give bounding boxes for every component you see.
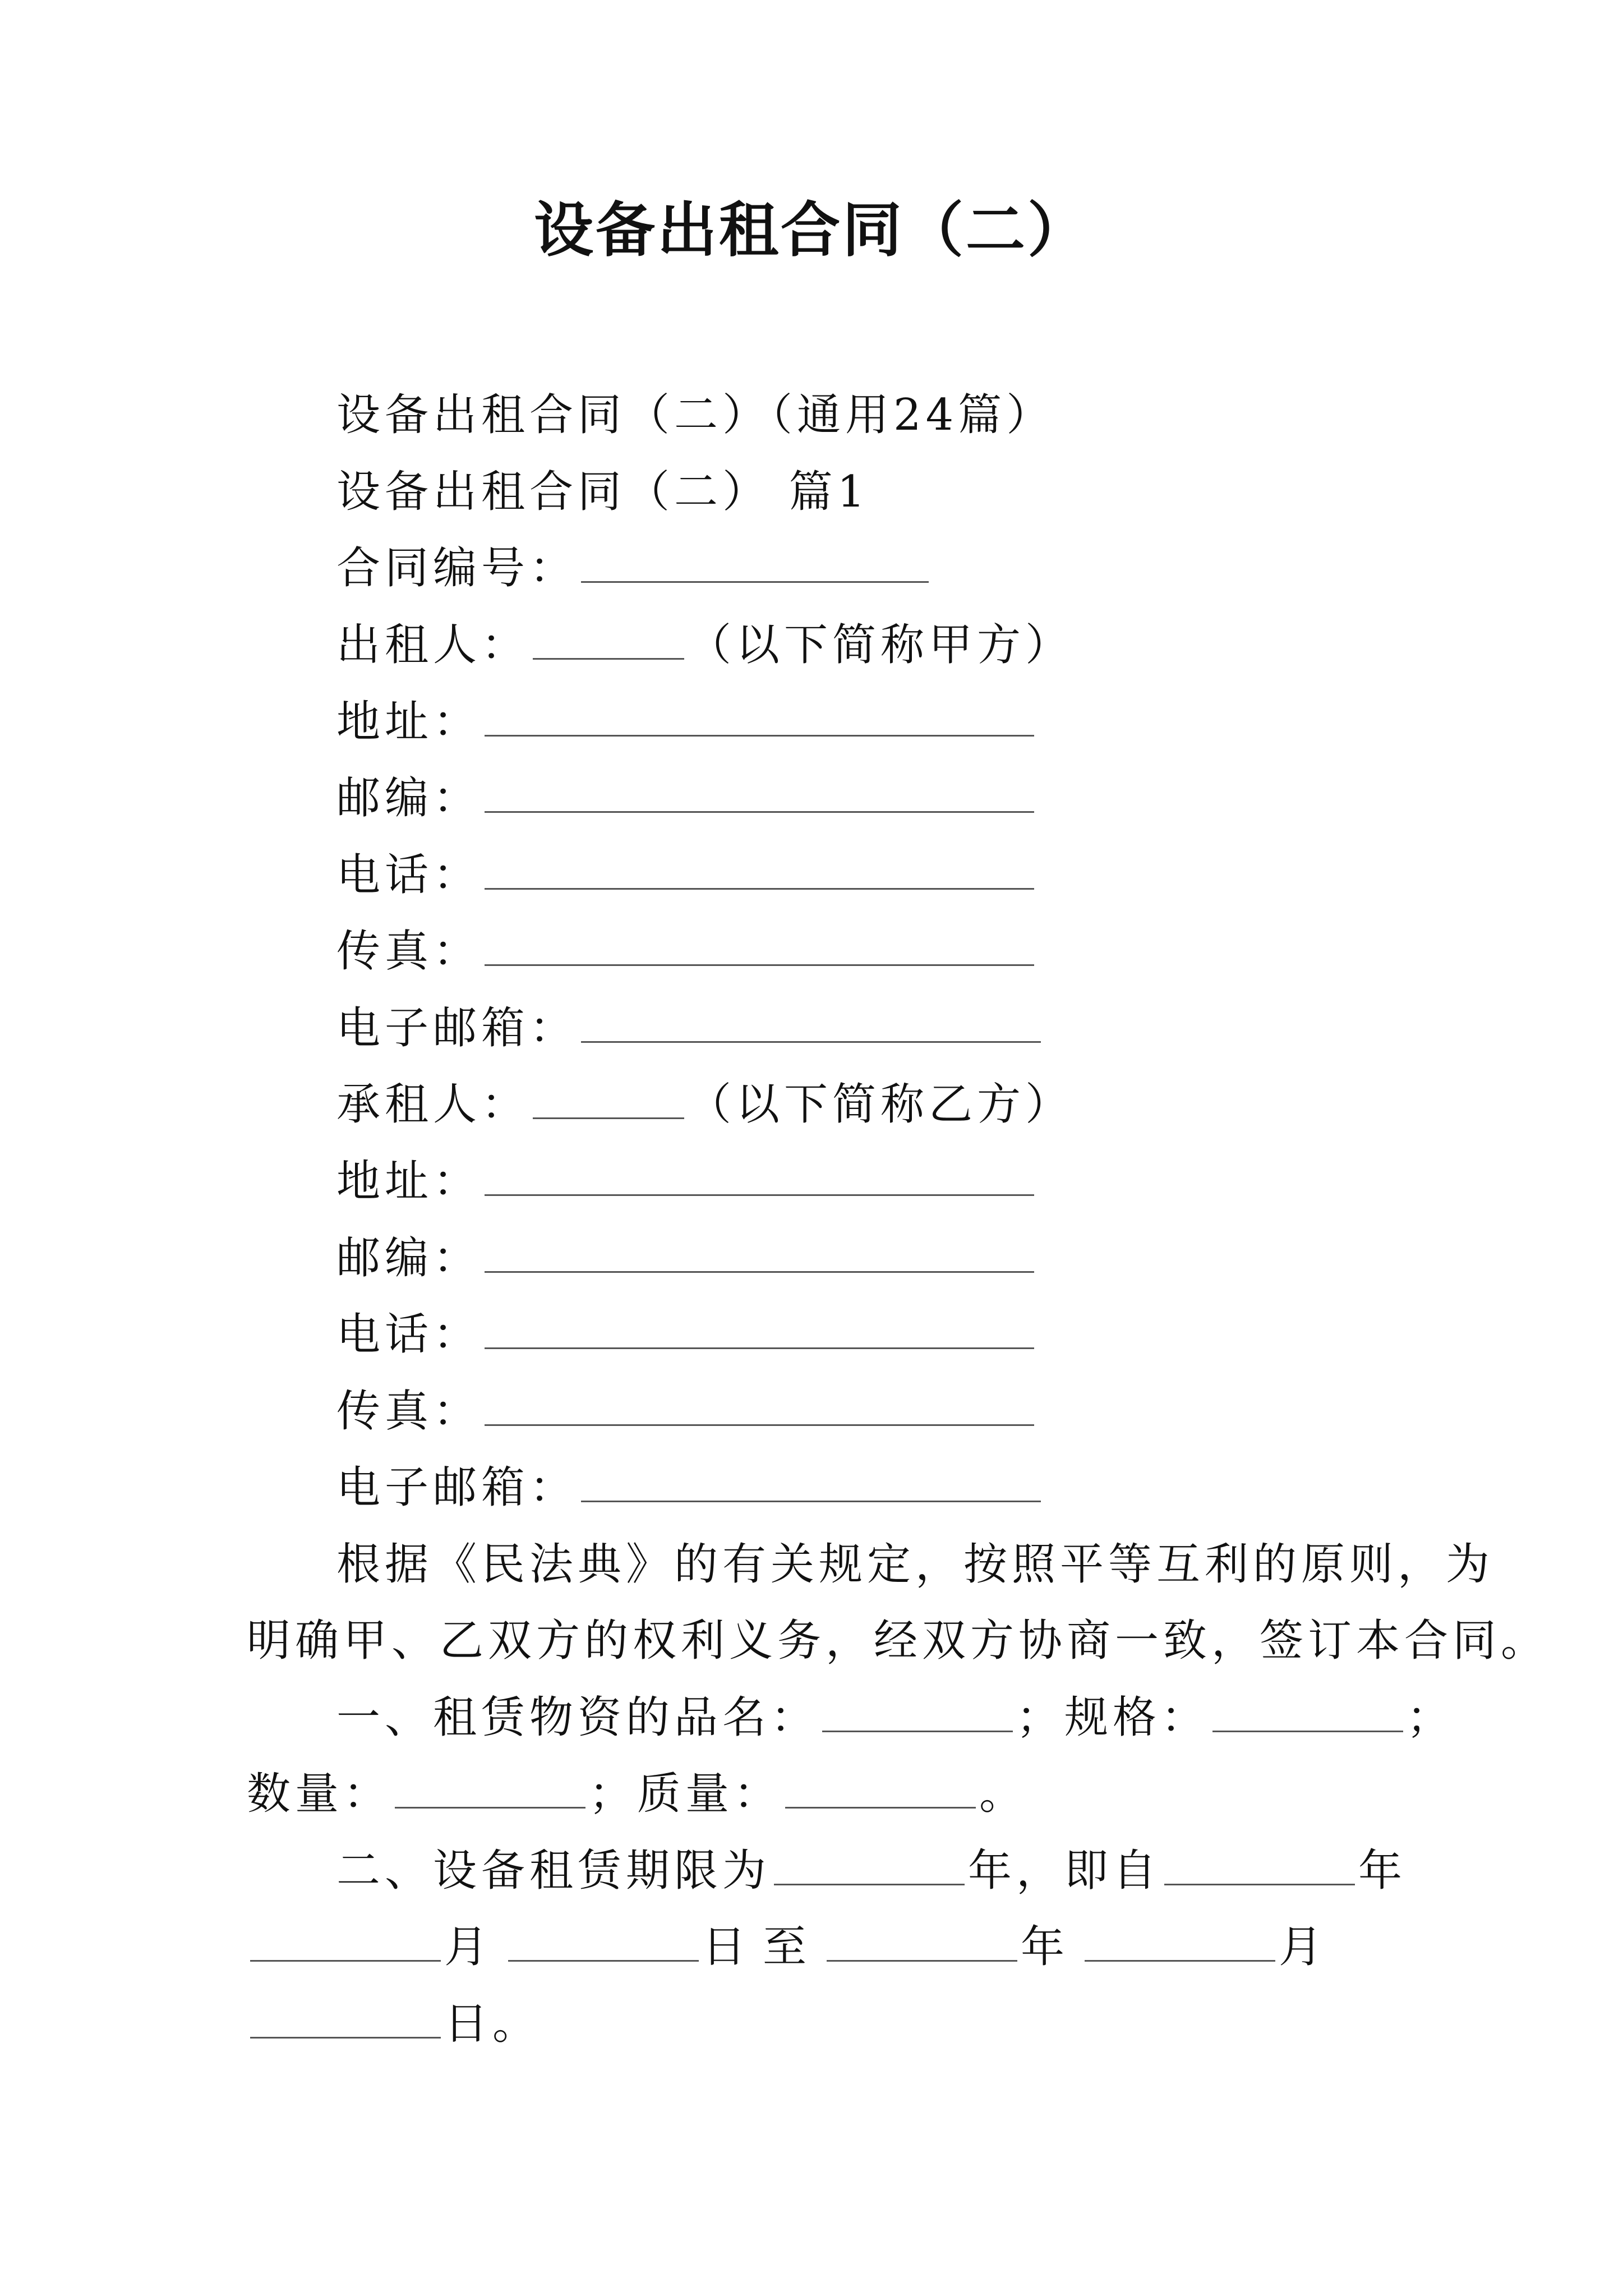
lessor-row: [336, 614, 1073, 676]
lessee-name-blank[interactable]: [533, 1082, 684, 1119]
clause-2-day-end: 日。: [444, 1999, 541, 2049]
spec-blank[interactable]: [1212, 1695, 1403, 1732]
lessee-email-blank[interactable]: [581, 1465, 1041, 1502]
lessee-postcode-blank[interactable]: [485, 1235, 1034, 1273]
spec-label: 规格：: [1064, 1692, 1210, 1743]
lessor-postcode-row: [336, 767, 1038, 829]
clause-1-semicolon-2: ；: [589, 1769, 638, 1819]
lessee-address-label: 地址：: [336, 1156, 482, 1207]
lessor-email-row: [336, 997, 1044, 1059]
lessee-phone-blank[interactable]: [485, 1312, 1034, 1349]
lessee-postcode-label: 邮编：: [336, 1233, 482, 1283]
clause-2-year-2: 年: [1021, 1922, 1082, 1972]
contract-number-label: 合同编号：: [336, 543, 578, 593]
lessor-postcode-blank[interactable]: [485, 775, 1034, 813]
preamble-line-2: 明确甲、乙双方的权利义务，经双方协商一致，签订本合同。: [247, 1616, 1550, 1666]
lessee-phone-row: [336, 1304, 1038, 1365]
lessee-postcode-row: [336, 1227, 1038, 1289]
clause-2-year: 年: [1358, 1846, 1407, 1896]
lessee-suffix: （以下简称乙方）: [688, 1079, 1074, 1130]
lessee-address-blank[interactable]: [485, 1158, 1034, 1196]
clause-2-prefix: 二、设备租赁期限为: [336, 1846, 771, 1896]
preamble-line-1: 根据《民法典》的有关规定，按照平等互利的原则，为: [336, 1539, 1495, 1590]
contract-number-blank[interactable]: [581, 545, 929, 583]
clause-1-prefix: 一、租赁物资的品名：: [336, 1692, 819, 1743]
document-title: 设备出租合同（二）: [534, 195, 1089, 265]
section-heading: 设备出租合同（二） 篇1: [336, 467, 870, 517]
lessor-fax-blank[interactable]: [485, 928, 1034, 966]
lessee-email-row: [336, 1457, 1044, 1519]
clause-2-line-3: [247, 1993, 541, 2055]
quantity-blank[interactable]: [395, 1771, 585, 1809]
lessee-phone-label: 电话：: [336, 1309, 482, 1360]
lessor-address-label: 地址：: [336, 697, 482, 747]
clause-1-semicolon: ；: [1016, 1692, 1065, 1743]
quality-blank[interactable]: [785, 1771, 976, 1809]
start-year-blank[interactable]: [1164, 1848, 1355, 1885]
quality-label: 质量：: [637, 1769, 782, 1819]
lessor-address-row: [336, 691, 1038, 753]
clause-1-semicolon-end: ；: [1407, 1692, 1455, 1743]
quantity-label: 数量：: [247, 1769, 392, 1819]
clause-2-month-2: 月: [1279, 1922, 1340, 1972]
clause-2-day-to: 日至: [702, 1922, 824, 1972]
start-day-blank[interactable]: [508, 1924, 699, 1962]
end-day-blank[interactable]: [250, 2001, 441, 2039]
lessor-fax-label: 传真：: [336, 926, 482, 977]
lessor-phone-label: 电话：: [336, 850, 482, 900]
lessee-fax-blank[interactable]: [485, 1388, 1034, 1426]
end-month-blank[interactable]: [1085, 1924, 1275, 1962]
lessor-name-blank[interactable]: [533, 622, 684, 660]
lessor-fax-row: [336, 921, 1038, 982]
clause-2-year-from: 年，即自: [968, 1846, 1161, 1896]
document-subtitle: 设备出租合同（二）（通用24篇）: [336, 390, 1055, 440]
lessee-row: [336, 1074, 1073, 1135]
lessee-fax-row: [336, 1381, 1038, 1442]
lessor-phone-blank[interactable]: [485, 852, 1034, 890]
lessor-label: 出租人：: [336, 620, 530, 670]
lessee-address-row: [336, 1151, 1038, 1212]
contract-number-row: [336, 537, 932, 599]
clause-2-month: 月: [444, 1922, 505, 1972]
clause-1-period: 。: [979, 1769, 1028, 1819]
lessor-suffix: （以下简称甲方）: [688, 620, 1074, 670]
lessee-label: 承租人：: [336, 1079, 530, 1130]
end-year-blank[interactable]: [827, 1924, 1017, 1962]
lessor-email-label: 电子邮箱：: [336, 1003, 578, 1053]
lessor-postcode-label: 邮编：: [336, 773, 482, 823]
lessor-address-blank[interactable]: [485, 699, 1034, 737]
term-years-blank[interactable]: [774, 1848, 965, 1885]
clause-1-line-2: [247, 1763, 1027, 1825]
lessor-email-blank[interactable]: [581, 1005, 1041, 1043]
clause-1-line-1: [336, 1687, 1455, 1749]
start-month-blank[interactable]: [250, 1924, 441, 1962]
lessor-phone-row: [336, 844, 1038, 906]
clause-2-line-1: [336, 1840, 1407, 1902]
item-name-blank[interactable]: [822, 1695, 1013, 1732]
lessee-fax-label: 传真：: [336, 1386, 482, 1437]
lessee-email-label: 电子邮箱：: [336, 1462, 578, 1513]
clause-2-line-2: [247, 1916, 1339, 1978]
